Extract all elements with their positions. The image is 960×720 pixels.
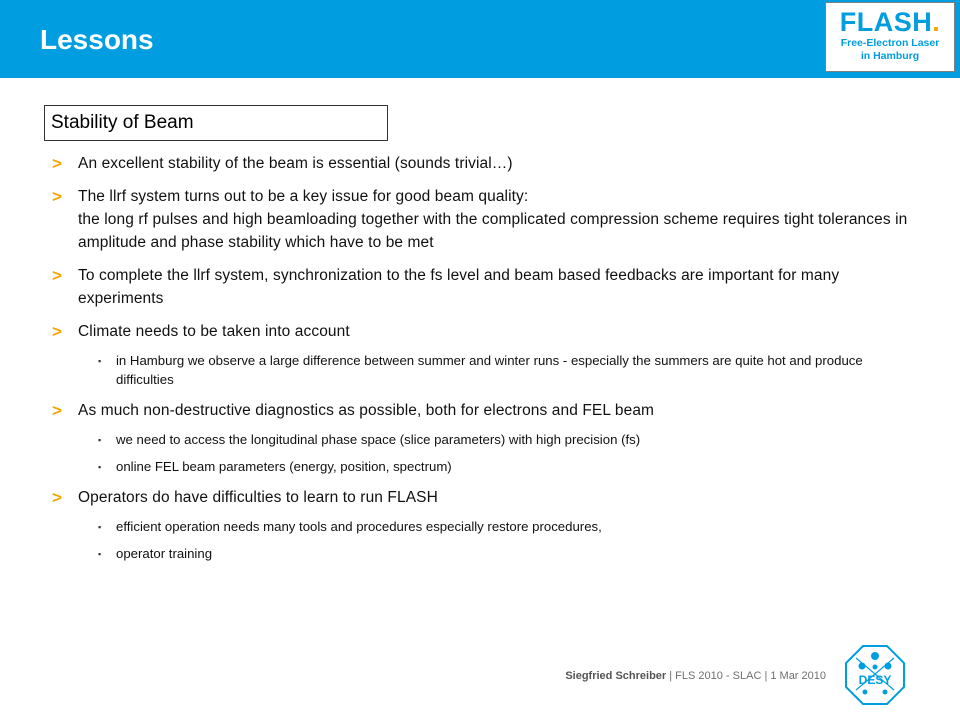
footer	[0, 670, 826, 682]
desy-logo-text: DESY	[858, 673, 892, 687]
square-bullet-icon: ▪	[98, 356, 102, 366]
chevron-bullet-icon: >	[52, 266, 63, 285]
bullet-item: > The llrf system turns out to be a key issue for good beam quality: the long rf pulses and high beamloading together with the complicated compression scheme requires tight tolerances in amplitude and phase stability which have to be met	[52, 187, 908, 251]
sub-bullet-item: ▪ efficient operation needs many tools and procedures especially restore procedures,	[52, 517, 912, 536]
bullet-item: > Operators do have difficulties to learn to run FLASH	[52, 488, 438, 507]
section-title-box: Stability of Beam	[44, 105, 388, 141]
sub-bullet-item: ▪ we need to access the longitudinal phase space (slice parameters) with high precision (fs)	[52, 430, 912, 449]
bullet-list	[52, 152, 912, 573]
chevron-bullet-icon: >	[52, 488, 63, 507]
chevron-bullet-icon: >	[52, 322, 63, 341]
flash-logo	[825, 2, 955, 72]
flash-logo-line1: Free-Electron Laser	[840, 37, 940, 49]
bullet-item: > Climate needs to be taken into account	[52, 322, 350, 341]
footer-author: Siegfried Schreiber	[565, 670, 667, 682]
bullet-item: > As much non-destructive diagnostics as possible, both for electrons and FEL beam	[52, 401, 655, 420]
flash-logo-word: FLASH.	[839, 7, 941, 37]
square-bullet-icon: ▪	[98, 522, 102, 532]
square-bullet-icon: ▪	[98, 435, 102, 445]
chevron-bullet-icon: >	[52, 401, 63, 420]
footer-meta: | FLS 2010 - SLAC | 1 Mar 2010	[666, 670, 826, 682]
sub-bullet-item: ▪ online FEL beam parameters (energy, position, spectrum)	[52, 457, 912, 476]
chevron-bullet-icon: >	[52, 187, 63, 206]
header-bar	[0, 0, 960, 78]
bullet-item: > An excellent stability of the beam is essential (sounds trivial…)	[52, 154, 513, 173]
bullet-item: > To complete the llrf system, synchronization to the fs level and beam based feedbacks are important for many experiments	[52, 266, 840, 307]
chevron-bullet-icon: >	[52, 154, 63, 173]
desy-logo	[844, 644, 906, 706]
sub-bullet-item: ▪ operator training	[52, 544, 912, 563]
slide-title: Lessons	[40, 24, 154, 55]
flash-logo-line2: in Hamburg	[860, 50, 920, 62]
square-bullet-icon: ▪	[98, 462, 102, 472]
square-bullet-icon: ▪	[98, 549, 102, 559]
sub-bullet-item: ▪ in Hamburg we observe a large difference between summer and winter runs - especially the summers are quite hot and produce difficulties	[98, 353, 863, 387]
